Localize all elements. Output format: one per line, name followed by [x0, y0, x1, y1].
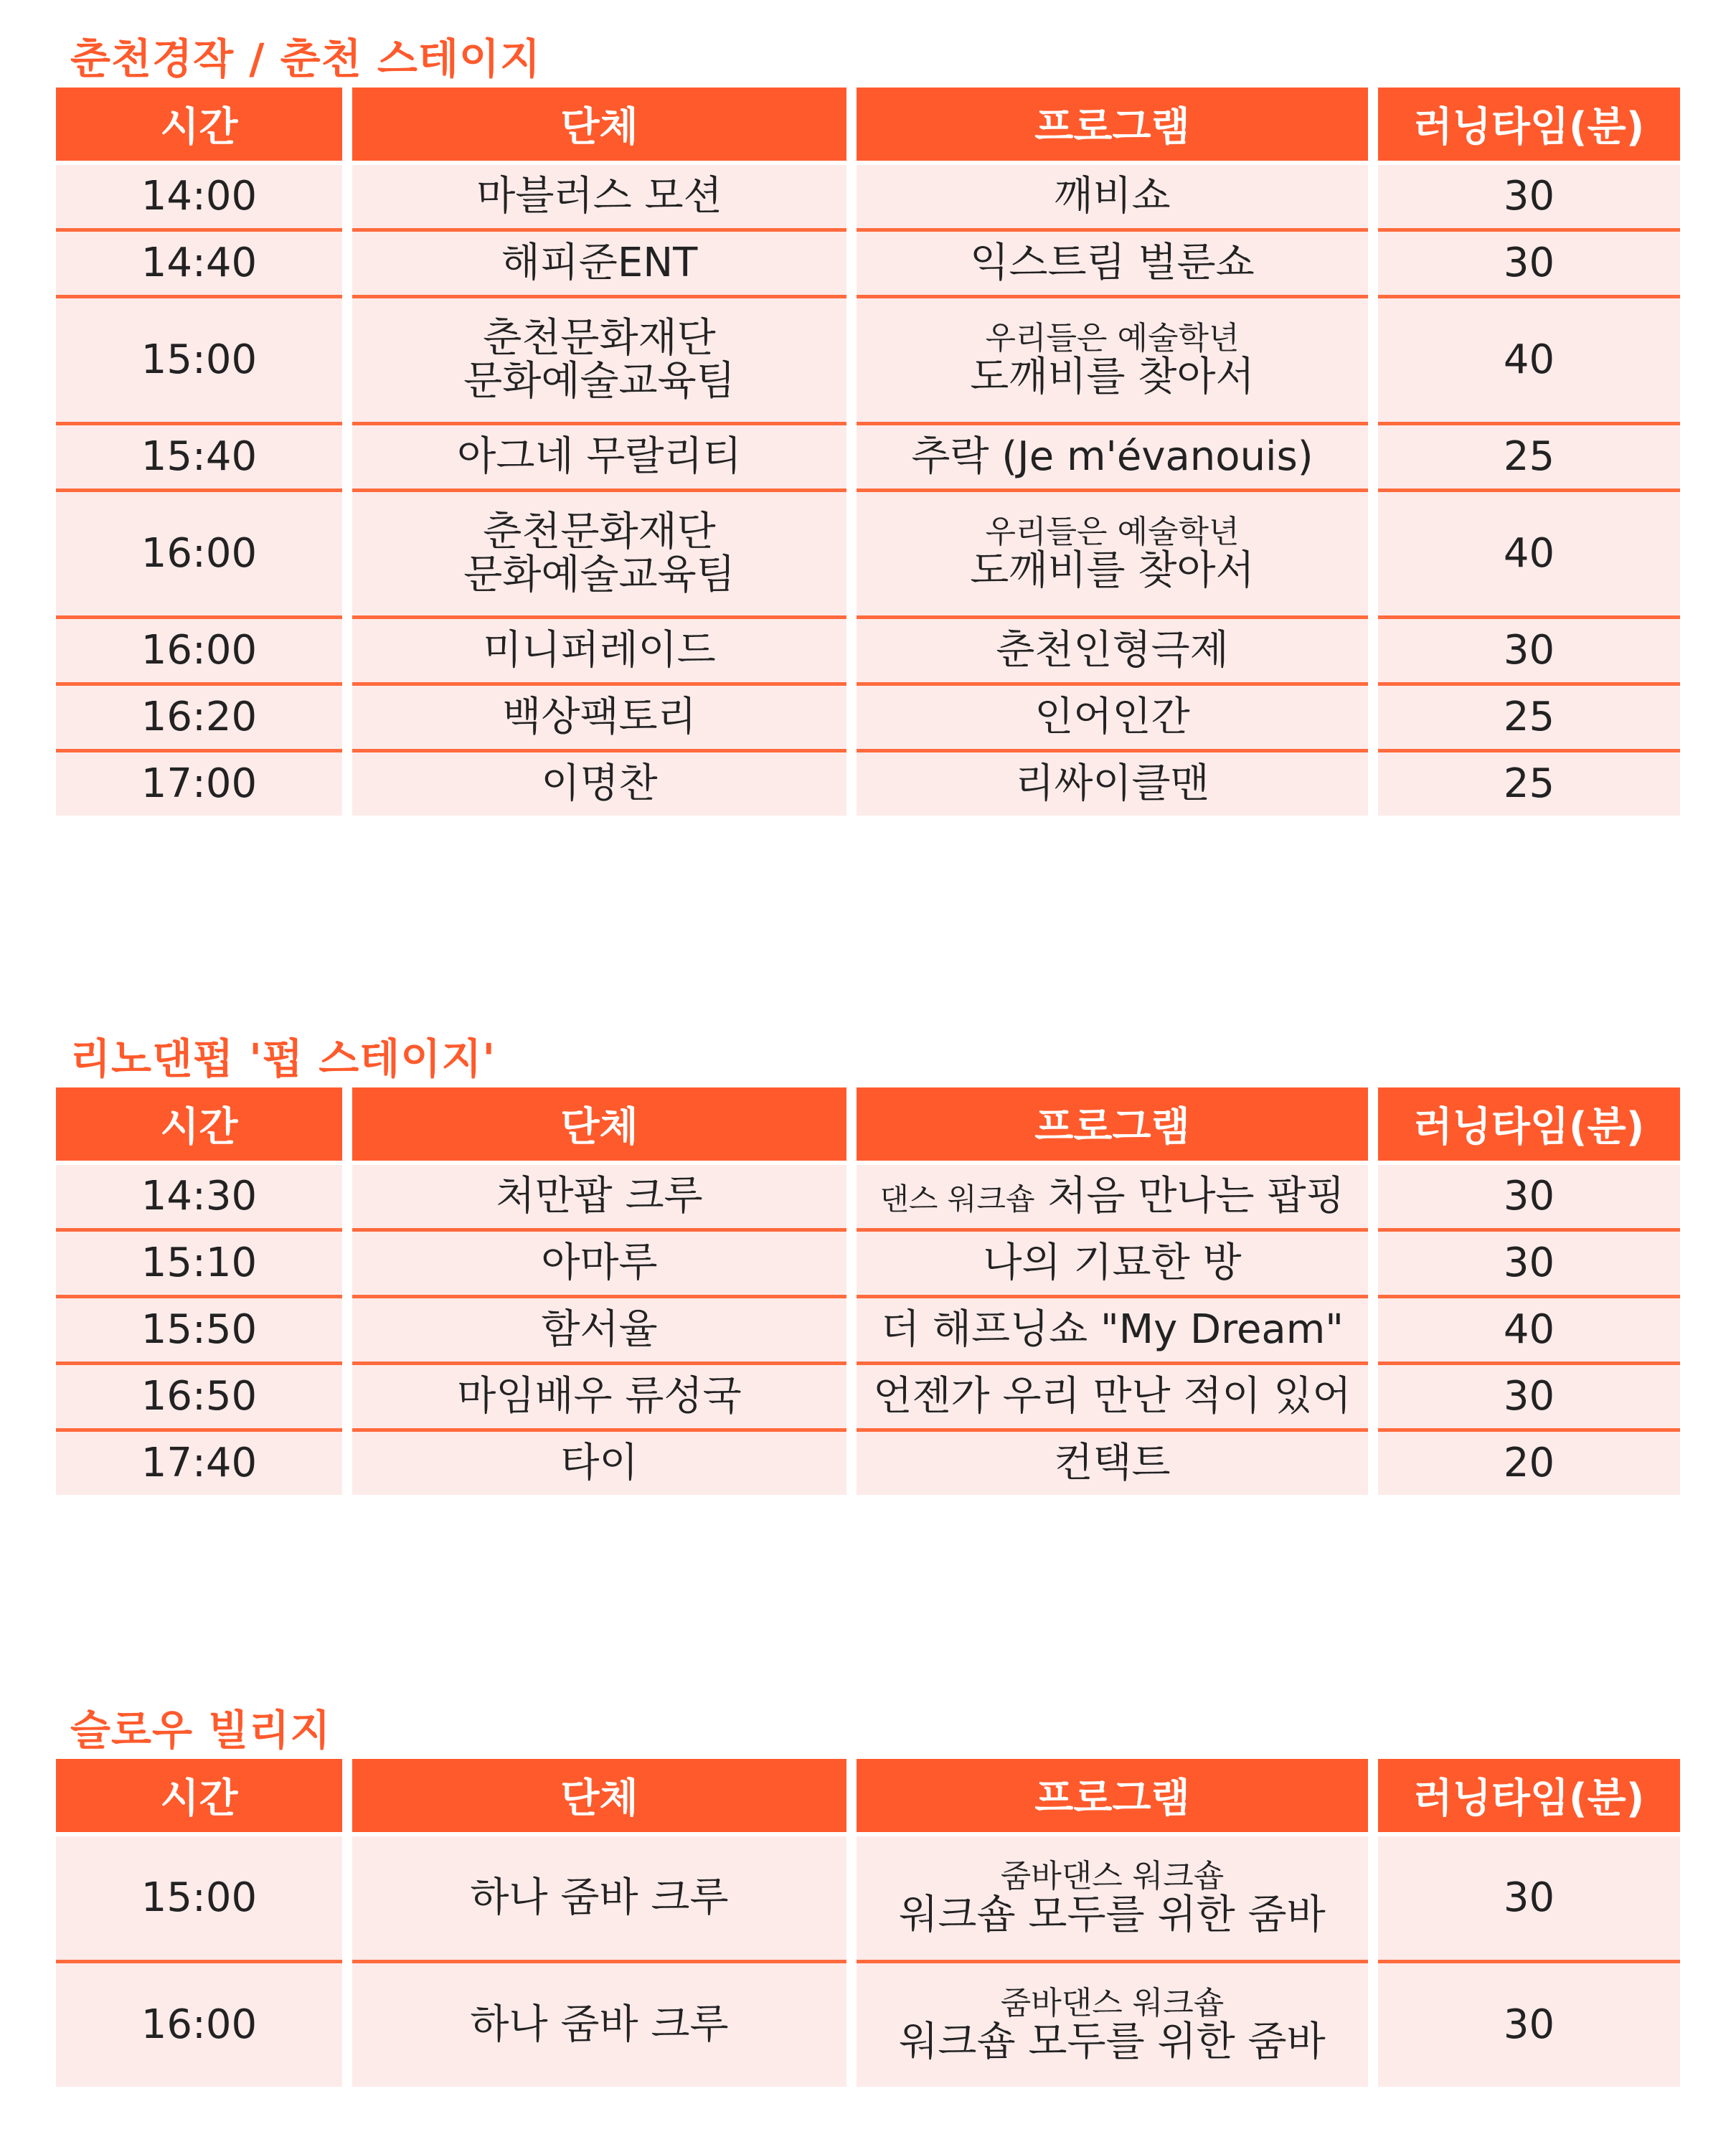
header-group: 단체	[347, 88, 852, 163]
cell-group: 처만팝 크루	[347, 1163, 852, 1230]
cell-program	[852, 1834, 1373, 1962]
table-row	[56, 1297, 1680, 1364]
table-header-row	[56, 1087, 1680, 1163]
cell-time: 15:00	[56, 1834, 347, 1962]
cell-program: 언젠가 우리 만난 적이 있어	[852, 1364, 1373, 1430]
cell-runtime: 30	[1373, 1364, 1680, 1430]
cell-group: 타이	[347, 1430, 852, 1496]
program-title: 워크숍 모두를 위한 줌바	[899, 1891, 1326, 1938]
table-header-row	[56, 1759, 1680, 1834]
header-group: 단체	[347, 1759, 852, 1834]
header-program: 프로그램	[852, 88, 1373, 163]
header-runtime: 러닝타임(분)	[1373, 88, 1680, 163]
table-row	[56, 1834, 1680, 1962]
cell-time: 14:00	[56, 163, 347, 230]
cell-runtime: 30	[1373, 1834, 1680, 1962]
section-slow-village	[56, 1702, 1680, 2087]
cell-group: 아그네 무랄리티	[347, 424, 852, 491]
cell-group: 이명찬	[347, 751, 852, 816]
cell-time: 15:50	[56, 1297, 347, 1364]
schedule-table	[56, 88, 1680, 816]
section-title: 리노댄펍 '펍 스테이지'	[70, 1034, 496, 1083]
cell-time: 14:40	[56, 230, 347, 297]
cell-group: 마블러스 모션	[347, 163, 852, 230]
cell-program: 컨택트	[852, 1430, 1373, 1496]
cell-runtime: 25	[1373, 751, 1680, 816]
cell-program: 추락 (Je m'évanouis)	[852, 424, 1373, 491]
cell-runtime: 30	[1373, 163, 1680, 230]
cell-program: 더 해프닝쇼 "My Dream"	[852, 1297, 1373, 1364]
table-row	[56, 424, 1680, 491]
program-title: 처음 만나는 팝핑	[1047, 1172, 1345, 1219]
cell-runtime: 40	[1373, 1297, 1680, 1364]
cell-runtime: 25	[1373, 424, 1680, 491]
cell-program: 리싸이클맨	[852, 751, 1373, 816]
table-row	[56, 751, 1680, 816]
section-pub-stage	[56, 1030, 1680, 1495]
program-title: 워크숍 모두를 위한 줌바	[899, 2018, 1326, 2065]
cell-group: 아마루	[347, 1230, 852, 1297]
table-row	[56, 1430, 1680, 1496]
cell-group: 해피준ENT	[347, 230, 852, 297]
cell-runtime: 25	[1373, 684, 1680, 751]
header-time: 시간	[56, 1087, 347, 1163]
cell-time: 17:40	[56, 1430, 347, 1496]
schedule-table	[56, 1087, 1680, 1495]
program-title: 도깨비를 찾아서	[970, 547, 1255, 594]
cell-program	[852, 491, 1373, 618]
cell-group: 하나 줌바 크루	[347, 1834, 852, 1962]
cell-group: 미니퍼레이드	[347, 618, 852, 684]
cell-program: 인어인간	[852, 684, 1373, 751]
header-runtime: 러닝타임(분)	[1373, 1087, 1680, 1163]
program-subtitle: 줌바댄스 워크숍	[1000, 1857, 1225, 1894]
cell-program: 익스트림 벌룬쇼	[852, 230, 1373, 297]
cell-program	[852, 1163, 1373, 1230]
program-prefix: 댄스 워크숍	[879, 1181, 1035, 1217]
table-row	[56, 1230, 1680, 1297]
cell-runtime: 30	[1373, 618, 1680, 684]
section-title: 슬로우 빌리지	[70, 1706, 331, 1755]
table-header-row	[56, 88, 1680, 163]
cell-runtime: 30	[1373, 230, 1680, 297]
header-time: 시간	[56, 1759, 347, 1834]
cell-runtime: 40	[1373, 297, 1680, 424]
table-row	[56, 230, 1680, 297]
cell-time: 14:30	[56, 1163, 347, 1230]
cell-program: 춘천인형극제	[852, 618, 1373, 684]
header-group: 단체	[347, 1087, 852, 1163]
table-row	[56, 163, 1680, 230]
table-row	[56, 684, 1680, 751]
cell-group: 춘천문화재단 문화예술교육팀	[347, 491, 852, 618]
cell-runtime: 30	[1373, 1163, 1680, 1230]
table-row	[56, 297, 1680, 424]
table-row	[56, 1163, 1680, 1230]
cell-time: 16:20	[56, 684, 347, 751]
cell-time: 15:00	[56, 297, 347, 424]
header-time: 시간	[56, 88, 347, 163]
cell-runtime: 20	[1373, 1430, 1680, 1496]
table-row	[56, 1962, 1680, 2087]
cell-program: 나의 기묘한 방	[852, 1230, 1373, 1297]
cell-runtime: 30	[1373, 1230, 1680, 1297]
cell-time: 16:50	[56, 1364, 347, 1430]
header-program: 프로그램	[852, 1087, 1373, 1163]
cell-group: 춘천문화재단 문화예술교육팀	[347, 297, 852, 424]
cell-program	[852, 297, 1373, 424]
cell-runtime: 30	[1373, 1962, 1680, 2087]
cell-time: 17:00	[56, 751, 347, 816]
cell-group: 백상팩토리	[347, 684, 852, 751]
cell-group: 마임배우 류성국	[347, 1364, 852, 1430]
section-chuncheon-stage	[56, 30, 1680, 816]
section-title: 춘천경작 / 춘천 스테이지	[70, 34, 542, 83]
cell-program	[852, 1962, 1373, 2087]
cell-group: 하나 줌바 크루	[347, 1962, 852, 2087]
schedule-table	[56, 1759, 1680, 2087]
cell-program: 깨비쇼	[852, 163, 1373, 230]
program-subtitle: 우리들은 예술학년	[985, 319, 1240, 357]
cell-time: 15:40	[56, 424, 347, 491]
cell-time: 15:10	[56, 1230, 347, 1297]
cell-time: 16:00	[56, 618, 347, 684]
cell-runtime: 40	[1373, 491, 1680, 618]
table-row	[56, 618, 1680, 684]
table-row	[56, 491, 1680, 618]
program-subtitle: 줌바댄스 워크숍	[1000, 1984, 1225, 2021]
table-row	[56, 1364, 1680, 1430]
cell-time: 16:00	[56, 1962, 347, 2087]
program-subtitle: 우리들은 예술학년	[985, 513, 1240, 550]
header-runtime: 러닝타임(분)	[1373, 1759, 1680, 1834]
cell-time: 16:00	[56, 491, 347, 618]
cell-group: 함서율	[347, 1297, 852, 1364]
program-title: 도깨비를 찾아서	[970, 353, 1255, 400]
header-program: 프로그램	[852, 1759, 1373, 1834]
